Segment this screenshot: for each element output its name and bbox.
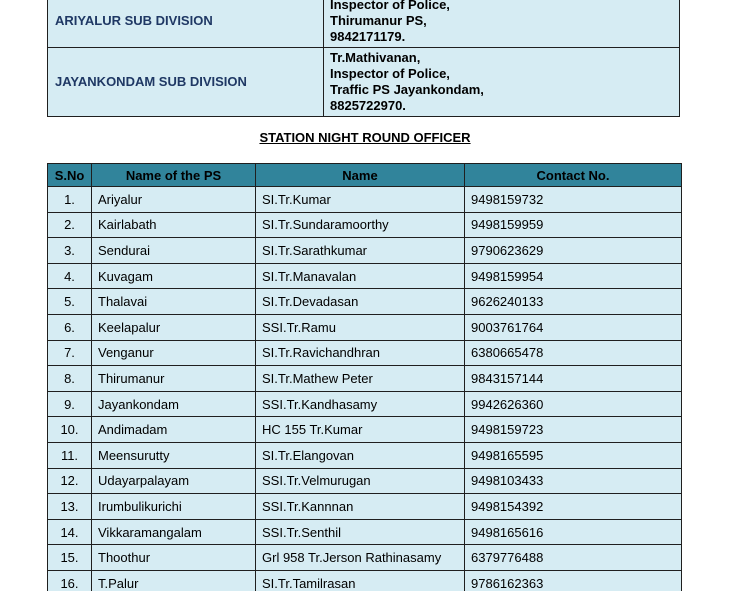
table-header-row [48, 164, 682, 187]
cell-ps-name: Meensurutty [92, 442, 256, 468]
table-row [48, 391, 682, 417]
cell-contact: 9843157144 [465, 366, 682, 392]
cell-ps-name: Thalavai [92, 289, 256, 315]
cell-sno: 7. [48, 340, 92, 366]
cell-officer-name: SSI.Tr.Kannnan [256, 494, 465, 520]
table-row [48, 212, 682, 238]
cell-sno: 8. [48, 366, 92, 392]
cell-ps-name: Venganur [92, 340, 256, 366]
cell-officer-name: Grl 958 Tr.Jerson Rathinasamy [256, 545, 465, 571]
cell-ps-name: Irumbulikurichi [92, 494, 256, 520]
division-name: JAYANKONDAM SUB DIVISION [48, 48, 324, 117]
cell-officer-name: SI.Tr.Manavalan [256, 263, 465, 289]
cell-sno: 9. [48, 391, 92, 417]
night-round-officer-table [47, 163, 682, 591]
table-row [48, 417, 682, 443]
cell-officer-name: SI.Tr.Elangovan [256, 442, 465, 468]
cell-contact: 9003761764 [465, 314, 682, 340]
header-ps-name: Name of the PS [92, 164, 256, 187]
table-row [48, 545, 682, 571]
cell-sno: 5. [48, 289, 92, 315]
cell-officer-name: SI.Tr.Tamilrasan [256, 570, 465, 591]
cell-ps-name: Kuvagam [92, 263, 256, 289]
cell-ps-name: Thoothur [92, 545, 256, 571]
cell-sno: 12. [48, 468, 92, 494]
division-officer [324, 0, 680, 48]
officer-line: Tr.Mathivanan, [330, 50, 421, 65]
cell-ps-name: T.Palur [92, 570, 256, 591]
cell-ps-name: Ariyalur [92, 187, 256, 213]
cell-contact: 6379776488 [465, 545, 682, 571]
cell-sno: 6. [48, 314, 92, 340]
division-row [48, 0, 680, 48]
officer-line: 8825722970. [330, 98, 406, 113]
cell-officer-name: SI.Tr.Sundaramoorthy [256, 212, 465, 238]
cell-sno: 1. [48, 187, 92, 213]
cell-officer-name: SI.Tr.Devadasan [256, 289, 465, 315]
cell-officer-name: HC 155 Tr.Kumar [256, 417, 465, 443]
cell-sno: 13. [48, 494, 92, 520]
cell-contact: 9498154392 [465, 494, 682, 520]
cell-contact: 9498165616 [465, 519, 682, 545]
cell-sno: 11. [48, 442, 92, 468]
officer-line: Inspector of Police, [330, 0, 450, 12]
cell-contact: 9498159723 [465, 417, 682, 443]
cell-sno: 16. [48, 570, 92, 591]
cell-contact: 9498159732 [465, 187, 682, 213]
cell-ps-name: Sendurai [92, 238, 256, 264]
cell-contact: 9498165595 [465, 442, 682, 468]
officer-line: 9842171179. [330, 29, 406, 44]
cell-officer-name: SI.Tr.Mathew Peter [256, 366, 465, 392]
table-row [48, 187, 682, 213]
cell-contact: 6380665478 [465, 340, 682, 366]
cell-officer-name: SI.Tr.Ravichandhran [256, 340, 465, 366]
cell-ps-name: Kairlabath [92, 212, 256, 238]
header-contact: Contact No. [465, 164, 682, 187]
table-row [48, 314, 682, 340]
cell-sno: 14. [48, 519, 92, 545]
cell-officer-name: SI.Tr.Sarathkumar [256, 238, 465, 264]
cell-officer-name: SSI.Tr.Kandhasamy [256, 391, 465, 417]
table-row [48, 494, 682, 520]
table-row [48, 442, 682, 468]
cell-contact: 9498159954 [465, 263, 682, 289]
officer-line: Inspector of Police, [330, 66, 450, 81]
cell-ps-name: Keelapalur [92, 314, 256, 340]
sub-division-table [47, 0, 680, 117]
cell-contact: 9498159959 [465, 212, 682, 238]
cell-officer-name: SSI.Tr.Velmurugan [256, 468, 465, 494]
division-officer [324, 48, 680, 117]
cell-contact: 9786162363 [465, 570, 682, 591]
header-officer-name: Name [256, 164, 465, 187]
cell-contact: 9626240133 [465, 289, 682, 315]
cell-ps-name: Andimadam [92, 417, 256, 443]
cell-sno: 2. [48, 212, 92, 238]
cell-officer-name: SSI.Tr.Senthil [256, 519, 465, 545]
table-row [48, 519, 682, 545]
table-row [48, 570, 682, 591]
table-row [48, 366, 682, 392]
cell-sno: 10. [48, 417, 92, 443]
header-sno: S.No [48, 164, 92, 187]
cell-contact: 9498103433 [465, 468, 682, 494]
cell-ps-name: Vikkaramangalam [92, 519, 256, 545]
cell-ps-name: Udayarpalayam [92, 468, 256, 494]
table-row [48, 238, 682, 264]
table-row [48, 340, 682, 366]
cell-sno: 4. [48, 263, 92, 289]
cell-officer-name: SI.Tr.Kumar [256, 187, 465, 213]
officer-line: Thirumanur PS, [330, 13, 427, 28]
table-row [48, 468, 682, 494]
officer-line: Traffic PS Jayankondam, [330, 82, 484, 97]
cell-contact: 9790623629 [465, 238, 682, 264]
table-row [48, 263, 682, 289]
cell-officer-name: SSI.Tr.Ramu [256, 314, 465, 340]
section-title: STATION NIGHT ROUND OFFICER [259, 130, 471, 145]
cell-ps-name: Thirumanur [92, 366, 256, 392]
division-name: ARIYALUR SUB DIVISION [48, 0, 324, 48]
cell-sno: 3. [48, 238, 92, 264]
division-row [48, 48, 680, 117]
table-row [48, 289, 682, 315]
cell-ps-name: Jayankondam [92, 391, 256, 417]
cell-contact: 9942626360 [465, 391, 682, 417]
cell-sno: 15. [48, 545, 92, 571]
